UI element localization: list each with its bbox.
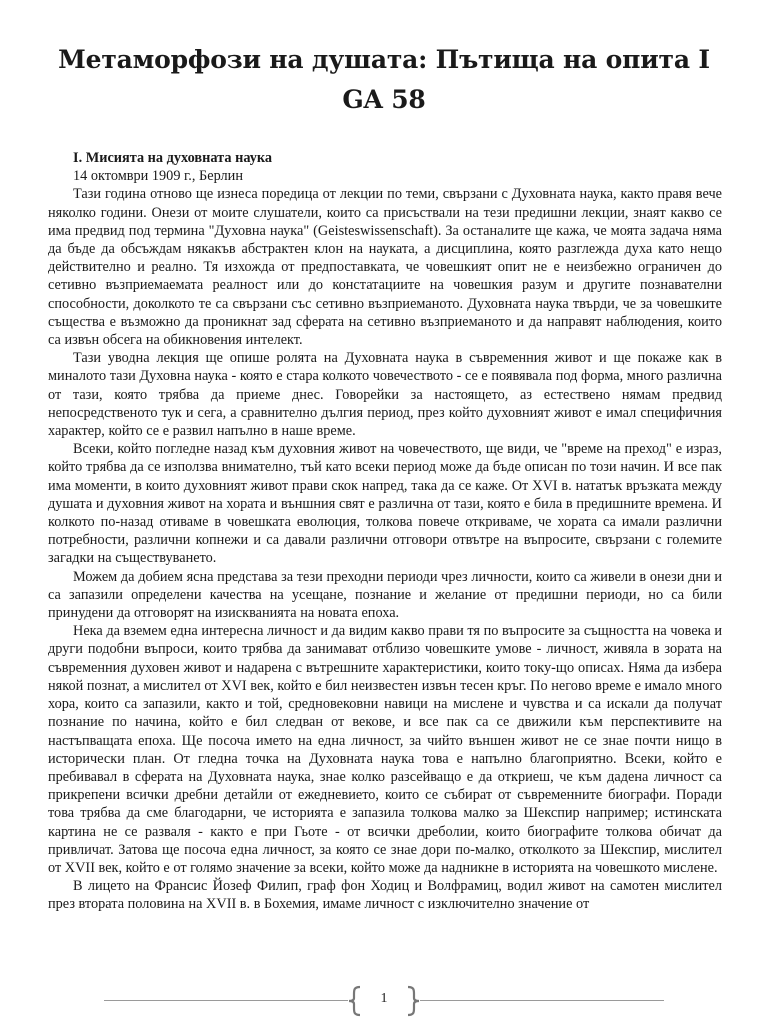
paragraph: Нека да вземем една интересна личност и да видим какво прави тя по въпросите за същността на човека и други подобни въпроси, които трябва да занимават отблизо човешките умове - личност, живяла в зората на съвременния духовен живот и надарена с вътрешните характеристики, които току-що описах. Няма да избера някой познат, а мислител от XVI век, който е бил неизвестен извън тесен кръг. По негово време е имало много хора, които са запазили, както и той, средновековни навици на мислене и чувства и са искали да получат познание по начина, който е бил следван от векове, и все пак са се движили към перспективите на настъпващата епоха. Ще посоча името на една личност, за чийто външен живот не се знае почти нищо в исторически план. От гледна точка на Духовната наука това е напълно благоприятно. Всеки, който е пребивавал в сферата на Духовната наука, знае колко разсейващо е да откриеш, че към дадена личност са прикрепени всички дребни детайли от ежедневието, които се събират от съвременните биографи. Поради това трябва да сме благодарни, че историята е запазила толкова малко за Шекспир например; истинската картина не се разваля - както е при Гьоте - от всички дреболии, които биографите толкова обичат да привличат. Затова ще посоча една личност, за която се знае дори по-малко, отколкото за Шекспир, мислител от XVII век, който е от голямо значение за всеки, който може да надникне в историята на човешкото мислене. (48, 623, 722, 876)
footer-rule-right (420, 1000, 664, 1001)
page-footer (0, 985, 768, 1017)
paragraph: В лицето на Франсис Йозеф Филип, граф фон Ходиц и Волфрамиц, водил живот на самотен мислител през втората половина на XVII в. в Бохемия, имаме личност с изключително значение от (48, 878, 722, 913)
dateline: 14 октомври 1909 г., Берлин (73, 168, 243, 185)
section-heading: I. Мисията на духовната наука (73, 150, 273, 166)
page-number: 1 (380, 991, 388, 1006)
paragraph: Всеки, който погледне назад към духовния живот на човечеството, ще види, че "време на преход" е израз, който трябва да се използва внимателно, тъй като всеки период може да бъде описан по този начин. И все пак има моменти, в които духовният живот прави скок напред, така да се каже. От XVI в. нататък връзката между душата и духовния живот на хората и външния свят е различна от тази, която е била в предишните времена. И колкото по-назад отиваме в човешката еволюция, толкова повече откриваме, че хората са имали различни потребности, различни копнежи и са давали различни отговори отвътре на въпросите, свързани с големите загадки на съществуването. (48, 441, 722, 567)
left-bracket-icon (348, 985, 362, 1017)
document-title: Метаморфози на душата: Пътища на опита I GA 58 (58, 45, 710, 114)
paragraph: Тази уводна лекция ще опише ролята на Духовната наука в съвременния живот и ще покаже как в миналото тази Духовна наука - която е стара колкото човечеството - се е появявала под форма, много различна от тази, която трябва да приеме днес. Говорейки за настоящето, аз естествено нямам предвид непосредственото тук и сега, а сравнително дългия период, през който духовният живот е имал специфичния характер, който се е развил напълно в наше време. (48, 350, 722, 440)
document-body (48, 149, 722, 914)
paragraph: Можем да добием ясна представа за тези преходни периоди чрез личности, които са живели в онези дни и са запазили определени качества на усещане, познание и желание от предишни периоди, но са били принудени да отговорят на изискванията на новата епоха. (48, 568, 722, 622)
footer-rule-left (104, 1000, 348, 1001)
paragraph: Тази година отново ще изнеса поредица от лекции по теми, свързани с Духовната наука, както правя вече няколко години. Онези от моите слушатели, които са присъствали на тези предишни лекции, знаят какво се има предвид под термина "Духовна наука" (Geisteswissenschaft). За останалите ще кажа, че моята задача няма да бъде да обсъждам някакъв абстрактен клон на науката, а дисциплина, която разглежда духа като нещо действително и реално. Тя изхожда от предпоставката, че човешкият опит не е неизбежно ограничен до сетивно възприемаемата реалност или до констатациите на човешкия разум и другите познавателни способности, доколкото те са свързани със сетивно възприеманото. Духовната наука твърди, че за човешките същества е възможно да проникнат зад сферата на сетивно възприеманото и да направят наблюдения, които са извън обсега на обикновения интелект. (48, 186, 722, 349)
right-bracket-icon (406, 985, 420, 1017)
